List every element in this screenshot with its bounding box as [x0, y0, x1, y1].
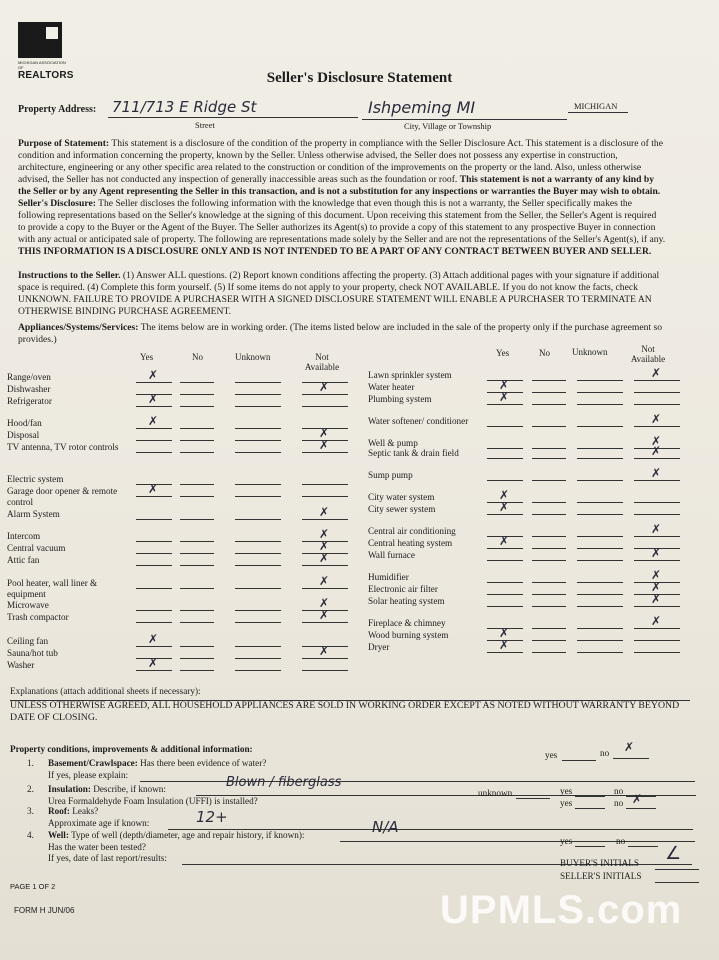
checkbox-line-no[interactable] [532, 480, 566, 481]
check-mark-yes: ✗ [148, 482, 159, 496]
col-yes-left: Yes [140, 352, 154, 362]
checkbox-line-unknown[interactable] [235, 484, 281, 485]
checkbox-line-unknown[interactable] [235, 496, 281, 497]
checkbox-line-yes[interactable] [136, 610, 172, 611]
checkbox-line-no[interactable] [532, 380, 566, 381]
check-mark-na: ✗ [319, 380, 330, 394]
checkbox-line-unknown[interactable] [577, 628, 623, 629]
check-mark-yes: ✗ [499, 488, 510, 502]
checkbox-line-na[interactable] [634, 480, 680, 481]
check-mark-na: ✗ [651, 522, 662, 536]
checkbox-line-no[interactable] [180, 610, 214, 611]
appliance-label: Ceiling fan [7, 636, 49, 646]
checkbox-line-unknown[interactable] [577, 404, 623, 405]
purpose-paragraph [18, 138, 666, 198]
checkbox-line-yes[interactable] [136, 646, 172, 647]
checkbox-line-unknown[interactable] [577, 380, 623, 381]
checkbox-line-yes[interactable] [487, 514, 523, 515]
checkbox-line-no[interactable] [180, 541, 214, 542]
check-mark-yes: ✗ [148, 414, 159, 428]
checkbox-line-unknown[interactable] [577, 536, 623, 537]
check-mark-na: ✗ [319, 574, 330, 588]
disclosure-title: Seller's Disclosure: [18, 198, 96, 209]
checkbox-line-no[interactable] [532, 502, 566, 503]
checkbox-line-yes[interactable] [136, 588, 172, 589]
appliance-label: Garage door opener & remote control [7, 486, 118, 507]
checkbox-line-yes[interactable] [487, 582, 523, 583]
checkbox-line-unknown[interactable] [577, 560, 623, 561]
buyer-initials-signature: ∠ [665, 843, 682, 864]
checkbox-line-yes[interactable] [136, 428, 172, 429]
col-unknown-right: Unknown [572, 347, 608, 357]
checkbox-line-na[interactable] [302, 484, 348, 485]
checkbox-line-no[interactable] [532, 640, 566, 641]
check-mark-na: ✗ [319, 644, 330, 658]
q3-number: 3. [27, 806, 34, 816]
city-caption: City, Village or Township [404, 121, 492, 131]
check-mark-yes: ✗ [148, 392, 159, 406]
appliance-label: Alarm System [7, 509, 60, 519]
checkbox-line-no[interactable] [180, 588, 214, 589]
checkbox-line-unknown[interactable] [577, 548, 623, 549]
q3-text: Leaks? [72, 806, 99, 816]
checkbox-line-unknown[interactable] [235, 382, 281, 383]
checkbox-line-unknown[interactable] [577, 514, 623, 515]
check-mark-na: ✗ [319, 539, 330, 553]
q3-answer: 12+ [196, 808, 228, 826]
checkbox-line-na[interactable] [302, 622, 348, 623]
purpose-bold: This statement is not a warranty of any kind by the Seller or by any Agent representing the Seller in this transaction, and is not a substitution for any inspections or warranties the Buyer may wish to obtain. [18, 174, 661, 197]
appliance-label: Intercom [7, 531, 41, 541]
checkbox-line-no[interactable] [532, 514, 566, 515]
checkbox-line-no[interactable] [180, 452, 214, 453]
checkbox-line-no[interactable] [532, 594, 566, 595]
checkbox-line-unknown[interactable] [235, 646, 281, 647]
street-caption: Street [195, 120, 215, 130]
check-mark-na: ✗ [319, 596, 330, 610]
checkbox-line-unknown[interactable] [577, 458, 623, 459]
q3-age-label: Approximate age if known: [48, 818, 150, 828]
appliance-label: Sump pump [368, 470, 413, 480]
checkbox-line-unknown[interactable] [235, 452, 281, 453]
appliance-label: Fireplace & chimney [368, 618, 446, 628]
checkbox-line-yes[interactable] [136, 565, 172, 566]
q2-number: 2. [27, 784, 34, 794]
checkbox-line-yes[interactable] [136, 382, 172, 383]
q3-no-label: no [614, 798, 624, 808]
checkbox-line-na[interactable] [634, 458, 680, 459]
appliances-text: The items below are in working order. (The items listed below are included in the sale of the property only if the purchase agreement so provides.) [18, 322, 663, 345]
checkbox-line-unknown[interactable] [235, 394, 281, 395]
q4-yes-label: yes [560, 836, 573, 846]
checkbox-line-yes[interactable] [136, 553, 172, 554]
checkbox-line-no[interactable] [180, 519, 214, 520]
check-mark-na: ✗ [651, 580, 662, 594]
q1-question [48, 758, 266, 769]
col-unknown-left: Unknown [235, 352, 271, 362]
checkbox-line-na[interactable] [302, 588, 348, 589]
checkbox-line-na[interactable] [634, 426, 680, 427]
checkbox-line-na[interactable] [302, 519, 348, 520]
checkbox-line-unknown[interactable] [235, 440, 281, 441]
buyer-initials-label: BUYER'S INITIALS [560, 858, 639, 868]
checkbox-line-na[interactable] [634, 652, 680, 653]
checkbox-line-no[interactable] [180, 406, 214, 407]
appliance-label: Attic fan [7, 555, 40, 565]
appliance-label: Microwave [7, 600, 49, 610]
check-mark-yes: ✗ [148, 368, 159, 382]
checkbox-line-yes[interactable] [487, 606, 523, 607]
checkbox-line-no[interactable] [532, 404, 566, 405]
check-mark-na: ✗ [651, 366, 662, 380]
instructions-paragraph [18, 270, 668, 318]
col-no-right: No [539, 348, 550, 358]
checkbox-line-unknown[interactable] [235, 406, 281, 407]
check-mark-yes: ✗ [499, 390, 510, 404]
col-yes-right: Yes [496, 348, 510, 358]
checkbox-line-no[interactable] [532, 548, 566, 549]
check-mark-yes: ✗ [148, 656, 159, 670]
check-mark-na: ✗ [651, 592, 662, 606]
appliance-label: Central air conditioning [368, 526, 456, 536]
q3-no-check: ✗ [632, 792, 643, 806]
checkbox-line-unknown[interactable] [235, 670, 281, 671]
checkbox-line-unknown[interactable] [235, 519, 281, 520]
checkbox-line-no[interactable] [180, 565, 214, 566]
q4-tested-label: Has the water been tested? [48, 842, 146, 852]
col-no-left: No [192, 352, 203, 362]
checkbox-line-no[interactable] [180, 440, 214, 441]
purpose-text: This statement is a disclosure of the condition of the property in compliance with the Seller Disclosure Act. This statement is a disclosure of the condition and information concerning the property, known by the Seller. Unless otherwise advised, the Seller does not possess any expertise in construction, architecture, engineering or any other specific area related to the construction or condition of the improvements on the property or the land. Also, unless otherwise advised, the Seller has not conducted any inspection of generally inaccessible areas such as the foundation or roof. [18, 138, 663, 185]
checkbox-line-na[interactable] [634, 628, 680, 629]
appliance-label: Lawn sprinkler system [368, 370, 452, 380]
explanations-label: Explanations (attach additional sheets if necessary): [10, 686, 201, 696]
q2-title: Insulation: [48, 784, 91, 794]
q4-title: Well: [48, 830, 69, 840]
appliance-label: Solar heating system [368, 596, 445, 606]
appliance-label: Washer [7, 660, 35, 670]
check-mark-na: ✗ [651, 546, 662, 560]
check-mark-na: ✗ [319, 426, 330, 440]
page-number: PAGE 1 OF 2 [10, 882, 56, 891]
checkbox-line-yes[interactable] [136, 452, 172, 453]
form-title: Seller's Disclosure Statement [266, 70, 453, 86]
check-mark-na: ✗ [651, 568, 662, 582]
q3-title: Roof: [48, 806, 70, 816]
q1-yes-label: yes [545, 750, 558, 760]
checkbox-line-no[interactable] [532, 652, 566, 653]
appliance-label: Trash compactor [7, 612, 69, 622]
checkbox-line-unknown[interactable] [235, 622, 281, 623]
check-mark-na: ✗ [319, 608, 330, 622]
appliance-label: TV antenna, TV rotor controls [7, 442, 119, 452]
q1-number: 1. [27, 758, 34, 768]
checkbox-line-unknown[interactable] [577, 426, 623, 427]
q3-question [48, 806, 98, 817]
check-mark-na: ✗ [651, 412, 662, 426]
q3-yes-label: yes [560, 798, 573, 808]
checkbox-line-no[interactable] [532, 606, 566, 607]
checkbox-line-unknown[interactable] [577, 594, 623, 595]
check-mark-na: ✗ [319, 438, 330, 452]
q4-no-label: no [616, 836, 626, 846]
appliance-label: City water system [368, 492, 435, 502]
checkbox-line-na[interactable] [634, 606, 680, 607]
col-na-left: Not Available [304, 352, 340, 372]
instructions-text: (1) Answer ALL questions. (2) Report known conditions affecting the property. (3) Attach additional pages with your signature if additional space is required. (4) Complete this form yourself. (5) If some items do not apply to your property, check NOT AVAILABLE. If you do not know the facts, check UNKNOWN. FAILURE TO PROVIDE A PURCHASER WITH A SIGNED DISCLOSURE STATEMENT WILL ENABLE A PURCHASER TO TERMINATE AN OTHERWISE BINDING PURCHASE AGREEMENT. [18, 270, 660, 317]
logo-caption: MICHIGAN ASSOCIATION OF [18, 60, 66, 70]
appliance-label: Wood burning system [368, 630, 449, 640]
checkbox-line-unknown[interactable] [577, 582, 623, 583]
checkbox-line-na[interactable] [634, 514, 680, 515]
checkbox-line-no[interactable] [532, 448, 566, 449]
appliance-label: Dishwasher [7, 384, 51, 394]
checkbox-line-na[interactable] [302, 658, 348, 659]
checkbox-line-unknown[interactable] [577, 652, 623, 653]
checkbox-line-na[interactable] [634, 404, 680, 405]
check-mark-yes: ✗ [499, 500, 510, 514]
checkbox-line-na[interactable] [302, 565, 348, 566]
logo-text: REALTORS [18, 70, 74, 81]
checkbox-line-yes[interactable] [487, 560, 523, 561]
checkbox-line-yes[interactable] [487, 404, 523, 405]
checkbox-line-yes[interactable] [136, 519, 172, 520]
col-na-right: Not Available [630, 344, 666, 364]
q2-uffi: Urea Formaldehyde Foam Insulation (UFFI) is installed? [48, 796, 258, 806]
q4-answer: N/A [372, 818, 399, 836]
instructions-title: Instructions to the Seller. [18, 270, 121, 281]
checkbox-line-no[interactable] [180, 428, 214, 429]
q4-question [48, 830, 304, 841]
q1-title: Basement/Crawlspace: [48, 758, 138, 768]
appliance-label: Water softener/ conditioner [368, 416, 469, 426]
q4-text: Type of well (depth/diameter, age and repair history, if known): [71, 830, 305, 840]
checkbox-line-na[interactable] [634, 380, 680, 381]
appliance-label: Water heater [368, 382, 415, 392]
checkbox-line-yes[interactable] [136, 496, 172, 497]
check-mark-yes: ✗ [499, 534, 510, 548]
q2-answer: Blown / fiberglass [226, 775, 342, 790]
q1-explain-label: If yes, please explain: [48, 770, 129, 780]
appliance-label: Central vacuum [7, 543, 66, 553]
checkbox-line-yes[interactable] [487, 548, 523, 549]
checkbox-line-yes[interactable] [487, 448, 523, 449]
checkbox-line-no[interactable] [532, 536, 566, 537]
checkbox-line-unknown[interactable] [577, 392, 623, 393]
q1-text: Has there been evidence of water? [140, 758, 267, 768]
check-mark-na: ✗ [651, 444, 662, 458]
checkbox-line-na[interactable] [634, 502, 680, 503]
checkbox-line-no[interactable] [180, 484, 214, 485]
checkbox-line-na[interactable] [302, 496, 348, 497]
property-address-label: Property Address: [18, 104, 97, 115]
checkbox-line-no[interactable] [180, 658, 214, 659]
checkbox-line-unknown[interactable] [235, 428, 281, 429]
checkbox-line-yes[interactable] [136, 541, 172, 542]
checkbox-line-unknown[interactable] [577, 640, 623, 641]
checkbox-line-yes[interactable] [487, 594, 523, 595]
appliances-title: Appliances/Systems/Services: [18, 322, 139, 333]
checkbox-line-no[interactable] [532, 560, 566, 561]
checkbox-line-na[interactable] [302, 406, 348, 407]
q1-no-label: no [600, 748, 610, 758]
street-value: 711/713 E Ridge St [112, 98, 257, 116]
purpose-title: Purpose of Statement: [18, 138, 110, 149]
appliance-label: Electric system [7, 474, 64, 484]
checkbox-line-no[interactable] [532, 458, 566, 459]
q4-number: 4. [27, 830, 34, 840]
checkbox-line-no[interactable] [180, 646, 214, 647]
checkbox-line-yes[interactable] [487, 426, 523, 427]
checkbox-line-na[interactable] [302, 670, 348, 671]
check-mark-na: ✗ [319, 505, 330, 519]
checkbox-line-no[interactable] [532, 628, 566, 629]
q2-no-label: no [614, 786, 624, 796]
checkbox-line-na[interactable] [634, 392, 680, 393]
appliances-paragraph [18, 322, 678, 346]
checkbox-line-no[interactable] [532, 582, 566, 583]
checkbox-line-unknown[interactable] [235, 553, 281, 554]
checkbox-line-no[interactable] [180, 553, 214, 554]
check-mark-na: ✗ [651, 466, 662, 480]
q4-report-label: If yes, date of last report/results: [48, 853, 167, 863]
check-mark-yes: ✗ [148, 632, 159, 646]
checkbox-line-yes[interactable] [136, 440, 172, 441]
appliance-label: Plumbing system [368, 394, 432, 404]
checkbox-line-unknown[interactable] [577, 480, 623, 481]
state-value: MICHIGAN [574, 101, 618, 111]
checkbox-line-no[interactable] [180, 394, 214, 395]
check-mark-yes: ✗ [499, 638, 510, 652]
checkbox-line-na[interactable] [634, 640, 680, 641]
appliances-disclaimer: UNLESS OTHERWISE AGREED, ALL HOUSEHOLD APPLIANCES ARE SOLD IN WORKING ORDER EXCEPT AS NOTED WITHOUT WARRANTY BEYOND DATE OF CLOSING. [10, 700, 680, 723]
checkbox-line-yes[interactable] [136, 622, 172, 623]
checkbox-line-na[interactable] [634, 560, 680, 561]
check-mark-na: ✗ [319, 527, 330, 541]
checkbox-line-na[interactable] [302, 394, 348, 395]
checkbox-line-no[interactable] [532, 392, 566, 393]
checkbox-line-no[interactable] [180, 496, 214, 497]
q2-yes-label: yes [560, 786, 573, 796]
checkbox-line-no[interactable] [180, 382, 214, 383]
appliance-label: Electronic air filter [368, 584, 438, 594]
checkbox-line-no[interactable] [180, 670, 214, 671]
appliance-label: Wall furnace [368, 550, 415, 560]
q2-text: Describe, if known: [93, 784, 166, 794]
appliance-label: Hood/fan [7, 418, 42, 428]
q2-question [48, 784, 166, 795]
checkbox-line-unknown[interactable] [235, 565, 281, 566]
appliance-label: Dryer [368, 642, 390, 652]
checkbox-line-yes[interactable] [487, 652, 523, 653]
upmls-watermark: UPMLS.com [440, 888, 683, 932]
checkbox-line-no[interactable] [532, 426, 566, 427]
disclosure-text: The Seller discloses the following information with the knowledge that even though this is not a warranty, the Seller specifically makes the following representations based on the Seller's knowledge at the signing of this document. Upon receiving this statement from the Seller, the Seller's Agent is required to provide a copy to the Buyer or the Agent of the Buyer. The Seller authorizes its Agent(s) to provide a copy of this statement to any prospective Buyer in connection with any actual or anticipated sale of property. The following are representations made solely by the Seller and are not the representations of the Seller's Agent(s), if any. [18, 198, 666, 245]
q1-no-check: ✗ [624, 740, 635, 754]
checkbox-line-unknown[interactable] [577, 502, 623, 503]
check-mark-na: ✗ [651, 434, 662, 448]
checkbox-line-na[interactable] [634, 536, 680, 537]
appliance-label: Septic tank & drain field [368, 448, 459, 458]
q2-unknown-label: unknown [478, 788, 513, 798]
realtor-logo-icon [18, 22, 62, 58]
checkbox-line-unknown[interactable] [235, 658, 281, 659]
checkbox-line-yes[interactable] [136, 670, 172, 671]
checkbox-line-unknown[interactable] [577, 606, 623, 607]
checkbox-line-unknown[interactable] [235, 541, 281, 542]
appliance-label: Central heating system [368, 538, 453, 548]
check-mark-na: ✗ [319, 551, 330, 565]
checkbox-line-yes[interactable] [136, 406, 172, 407]
seller-disclosure-paragraph [18, 198, 666, 258]
checkbox-line-unknown[interactable] [577, 448, 623, 449]
appliance-label: Refrigerator [7, 396, 52, 406]
checkbox-line-unknown[interactable] [235, 610, 281, 611]
check-mark-yes: ✗ [499, 626, 510, 640]
appliance-label: Well & pump [368, 438, 418, 448]
appliance-label: City sewer system [368, 504, 436, 514]
appliance-label: Disposal [7, 430, 40, 440]
city-value: Ishpeming MI [368, 98, 476, 117]
disclosure-bold: THIS INFORMATION IS A DISCLOSURE ONLY AND IS NOT INTENDED TO BE A PART OF ANY CONTRACT BETWEEN BUYER AND SELLER. [18, 246, 652, 257]
appliance-label: Pool heater, wall liner & equipment [7, 578, 98, 599]
check-mark-yes: ✗ [499, 378, 510, 392]
appliance-label: Humidifier [368, 572, 409, 582]
checkbox-line-unknown[interactable] [235, 588, 281, 589]
checkbox-line-na[interactable] [302, 452, 348, 453]
form-id: FORM H JUN/06 [14, 906, 75, 915]
checkbox-line-no[interactable] [180, 622, 214, 623]
conditions-title: Property conditions, improvements & additional information: [10, 744, 253, 754]
checkbox-line-yes[interactable] [487, 458, 523, 459]
checkbox-line-yes[interactable] [487, 480, 523, 481]
appliance-label: Sauna/hot tub [7, 648, 58, 658]
appliance-label: Range/oven [7, 372, 51, 382]
check-mark-na: ✗ [651, 614, 662, 628]
seller-initials-label: SELLER'S INITIALS [560, 871, 642, 881]
